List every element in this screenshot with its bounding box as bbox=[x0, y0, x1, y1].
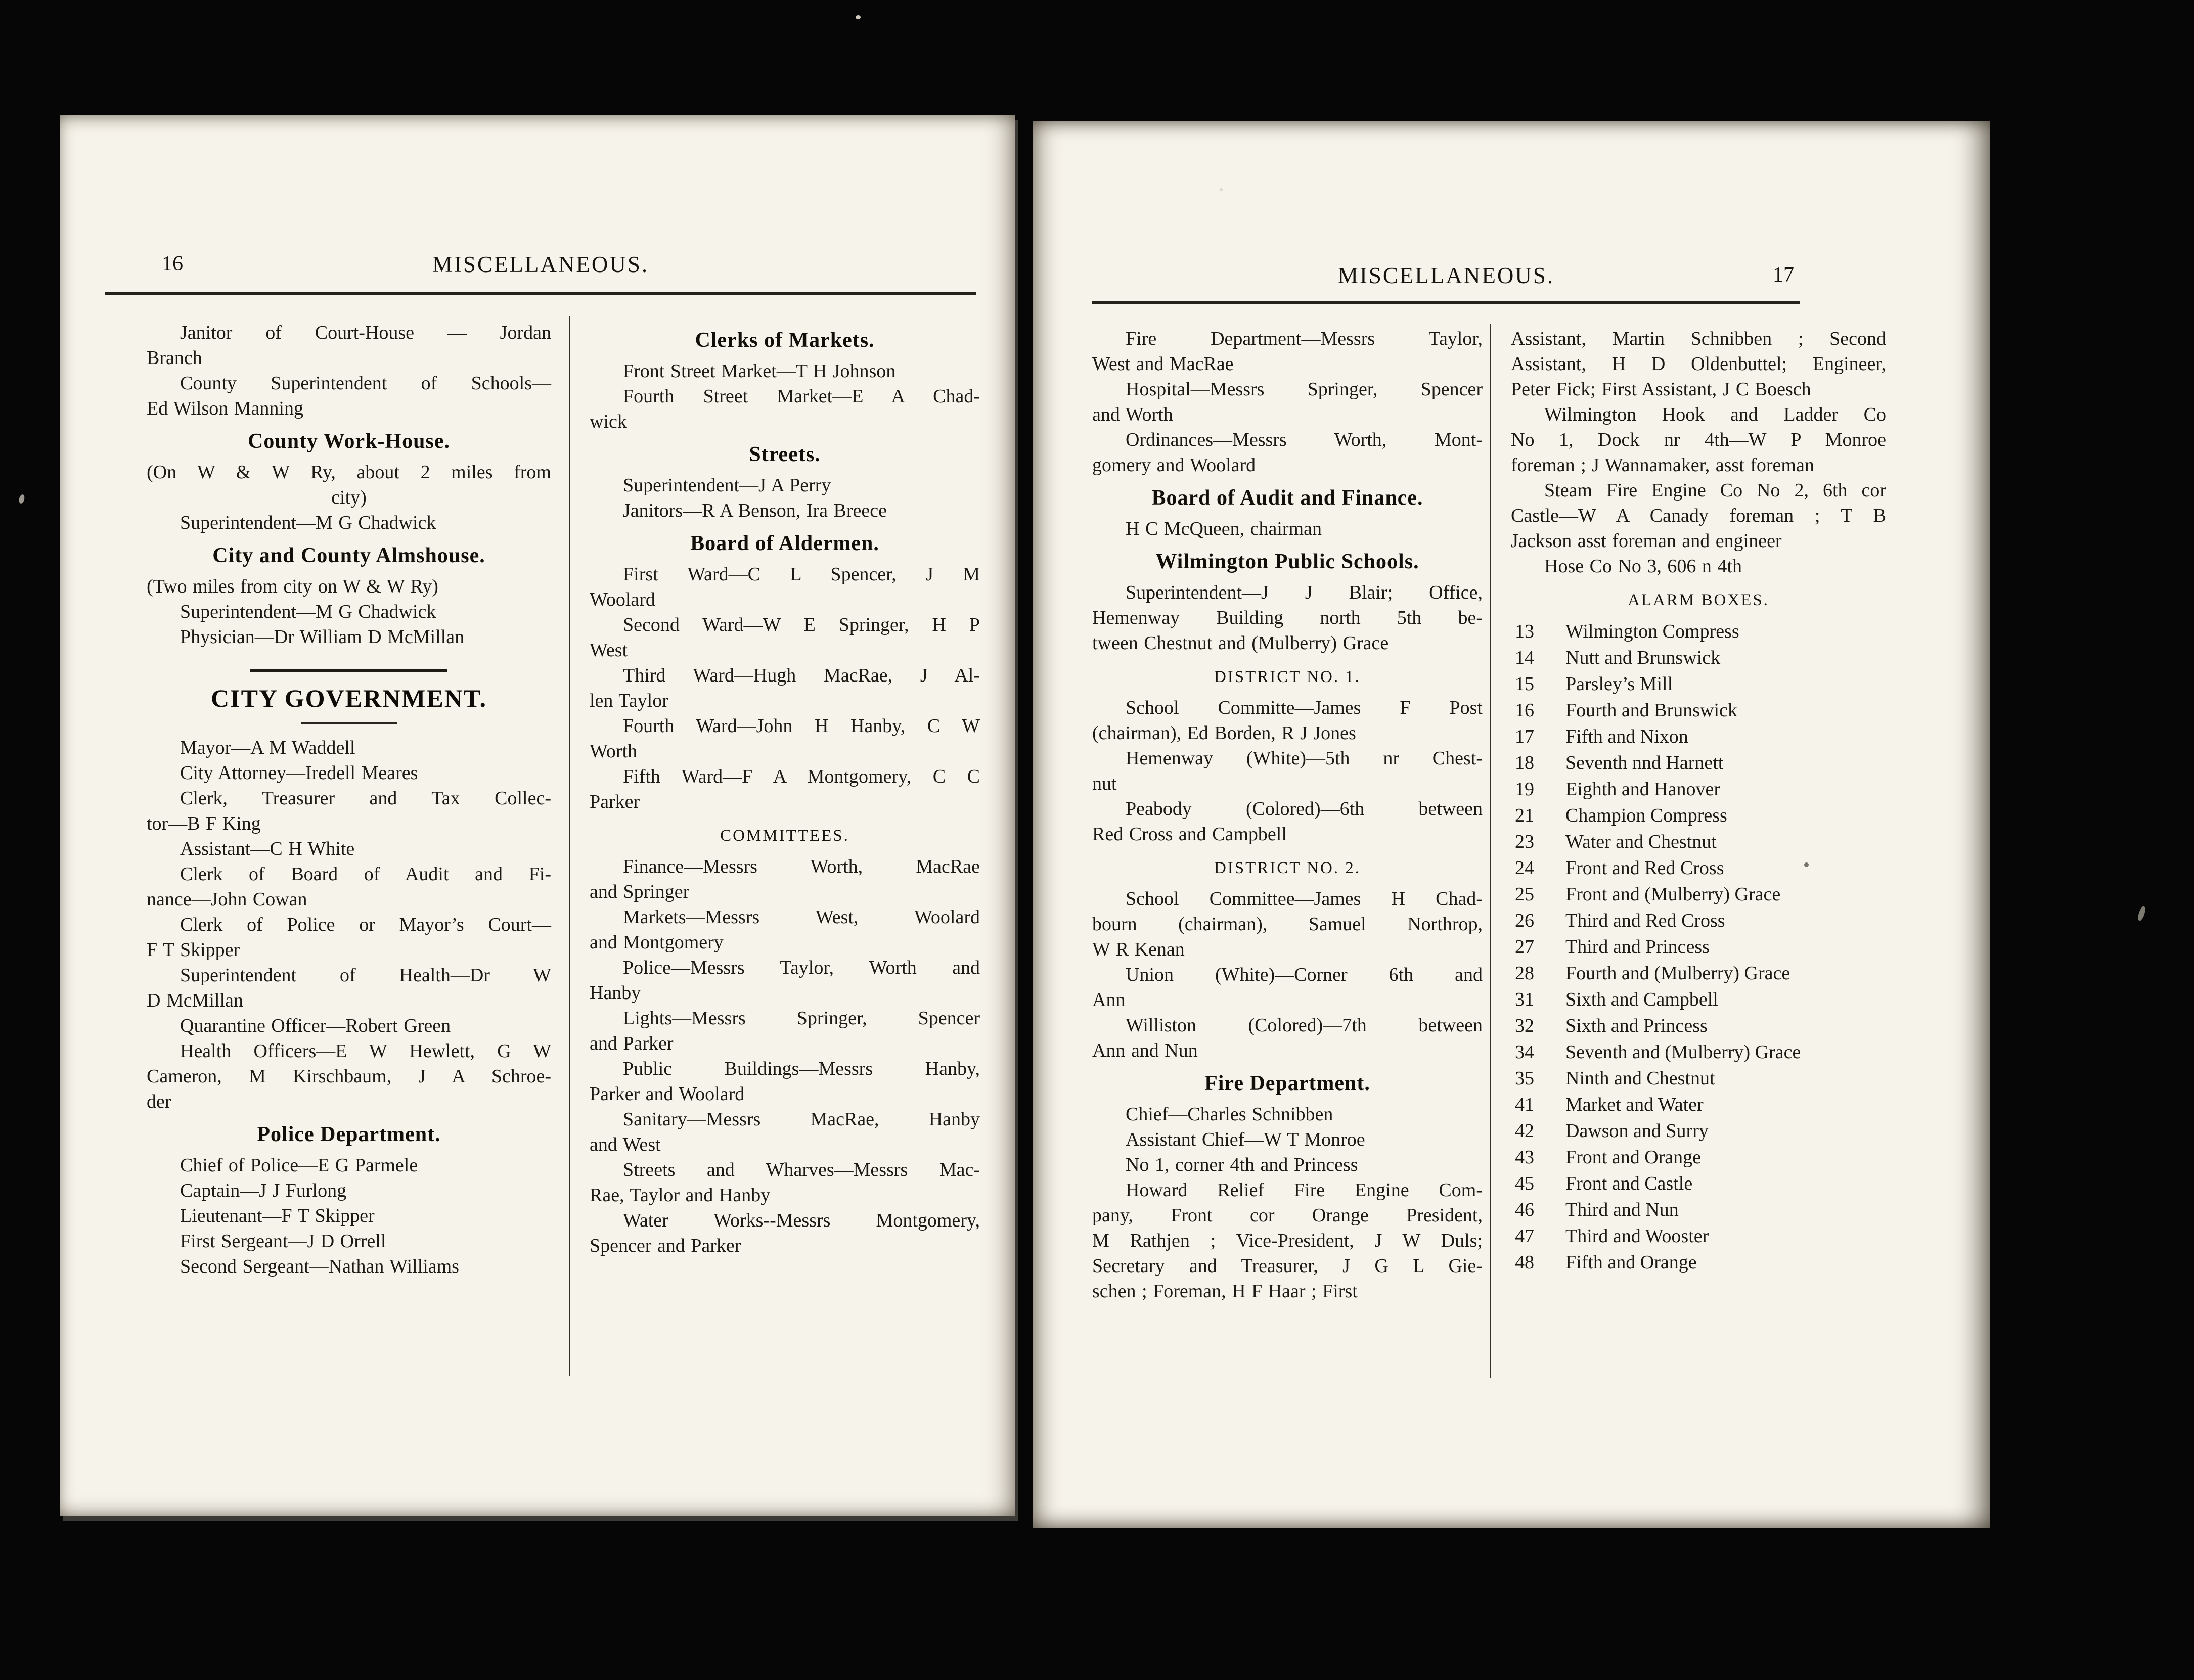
text-line: der bbox=[147, 1091, 171, 1112]
alarm-box-row bbox=[1511, 986, 1886, 1013]
left-page-column-1 bbox=[147, 320, 551, 1279]
paragraph bbox=[590, 904, 980, 955]
paragraph bbox=[1092, 1177, 1483, 1304]
paragraph bbox=[1092, 1152, 1483, 1177]
text-line: Fifth Ward—F A Montgomery, C C bbox=[623, 766, 980, 787]
section-heading: Wilmington Public Schools. bbox=[1155, 550, 1419, 573]
alarm-box-number: 31 bbox=[1515, 989, 1534, 1010]
right-page-column-1 bbox=[1092, 326, 1483, 1304]
text-line: foreman ; J Wannamaker, asst foreman bbox=[1511, 455, 1814, 476]
right-page-column-2 bbox=[1511, 326, 1886, 1276]
text-line: Superintendent—M G Chadwick bbox=[180, 601, 436, 622]
text-line: Second Ward—W E Springer, H P bbox=[623, 614, 980, 635]
paragraph bbox=[590, 1208, 980, 1258]
alarm-box-number: 47 bbox=[1515, 1225, 1534, 1247]
text-line: Assistant, H D Oldenbuttel; Engineer, bbox=[1511, 353, 1886, 375]
text-line: Superintendent—J J Blair; Office, bbox=[1126, 582, 1483, 603]
alarm-box-number: 21 bbox=[1515, 805, 1534, 826]
paragraph bbox=[147, 1254, 551, 1279]
text-line: School Committee—James H Chad- bbox=[1126, 888, 1483, 910]
text-line: Police—Messrs Taylor, Worth and bbox=[623, 957, 980, 978]
text-line: M Rathjen ; Vice-President, J W Duls; bbox=[1092, 1230, 1483, 1251]
text-line: Castle—W A Canady foreman ; T B bbox=[1511, 505, 1886, 526]
paragraph bbox=[147, 1178, 551, 1203]
text-line: Hemenway Building north 5th be- bbox=[1092, 607, 1483, 628]
paragraph bbox=[147, 460, 551, 510]
alarm-box-number: 43 bbox=[1515, 1147, 1534, 1168]
text-line: First Ward—C L Spencer, J M bbox=[623, 564, 980, 585]
alarm-box-number: 24 bbox=[1515, 857, 1534, 879]
text-line: Jackson asst foreman and engineer bbox=[1511, 530, 1782, 552]
text-line: tween Chestnut and (Mulberry) Grace bbox=[1092, 632, 1389, 654]
paragraph bbox=[590, 384, 980, 434]
alarm-box-number: 34 bbox=[1515, 1041, 1534, 1063]
text-line: Markets—Messrs West, Woolard bbox=[623, 906, 980, 928]
text-line: Sanitary—Messrs MacRae, Hanby bbox=[623, 1109, 980, 1130]
text-line: Wilmington Hook and Ladder Co bbox=[1544, 404, 1886, 425]
text-line: Cameron, M Kirschbaum, J A Schroe- bbox=[147, 1066, 551, 1087]
decorative-rule bbox=[250, 669, 447, 672]
paragraph bbox=[590, 1056, 980, 1107]
text-line: Peabody (Colored)—6th between bbox=[1126, 798, 1483, 820]
text-line: Peter Fick; First Assistant, J C Boesch bbox=[1511, 379, 1811, 400]
text-line: Howard Relief Fire Engine Com- bbox=[1126, 1179, 1483, 1201]
paragraph bbox=[147, 1153, 551, 1178]
text-line: No 1, Dock nr 4th—W P Monroe bbox=[1511, 429, 1886, 450]
text-line: Chief of Police—E G Parmele bbox=[180, 1155, 418, 1176]
section-heading: DISTRICT NO. 1. bbox=[1214, 668, 1361, 686]
alarm-box-location: Fifth and Nixon bbox=[1565, 726, 1688, 747]
alarm-box-location: Front and Red Cross bbox=[1565, 857, 1724, 879]
alarm-box-location: Third and Wooster bbox=[1565, 1225, 1709, 1247]
paragraph bbox=[1511, 478, 1886, 554]
paragraph bbox=[590, 854, 980, 904]
paragraph bbox=[147, 574, 551, 599]
paragraph bbox=[147, 786, 551, 836]
paragraph bbox=[1092, 580, 1483, 656]
paragraph bbox=[590, 562, 980, 612]
text-line: Front Street Market—T H Johnson bbox=[623, 360, 896, 382]
text-line: and Worth bbox=[1092, 404, 1173, 425]
alarm-box-location: Champion Compress bbox=[1565, 805, 1727, 826]
alarm-box-row bbox=[1511, 723, 1886, 750]
alarm-box-number: 25 bbox=[1515, 884, 1534, 905]
paragraph bbox=[147, 510, 551, 535]
paragraph bbox=[1511, 402, 1886, 478]
section-heading: COMMITTEES. bbox=[720, 827, 849, 845]
text-line: Assistant—C H White bbox=[180, 838, 355, 859]
paragraph bbox=[147, 861, 551, 912]
paragraph bbox=[590, 473, 980, 498]
alarm-box-row bbox=[1511, 697, 1886, 723]
alarm-box-row bbox=[1511, 1223, 1886, 1249]
paragraph bbox=[147, 1229, 551, 1254]
alarm-box-row bbox=[1511, 671, 1886, 697]
text-line: nance—John Cowan bbox=[147, 889, 307, 910]
text-line: Third Ward—Hugh MacRae, J Al- bbox=[623, 665, 980, 686]
text-line: Fourth Street Market—E A Chad- bbox=[623, 386, 980, 407]
text-line: Clerk of Board of Audit and Fi- bbox=[180, 864, 551, 885]
alarm-box-row bbox=[1511, 960, 1886, 986]
alarm-box-row bbox=[1511, 1118, 1886, 1144]
paragraph bbox=[147, 836, 551, 861]
paragraph bbox=[147, 320, 551, 371]
text-line: Hanby bbox=[590, 982, 641, 1004]
right-header-rule bbox=[1092, 301, 1800, 304]
text-line: Clerk, Treasurer and Tax Collec- bbox=[180, 788, 551, 809]
text-line: H C McQueen, chairman bbox=[1126, 518, 1322, 539]
book-page-right bbox=[1033, 121, 1990, 1528]
left-page-title: MISCELLANEOUS. bbox=[432, 252, 649, 277]
alarm-box-number: 28 bbox=[1515, 963, 1534, 984]
text-line: Janitor of Court-House — Jordan bbox=[180, 322, 551, 343]
alarm-box-location: Seventh and (Mulberry) Grace bbox=[1565, 1041, 1801, 1063]
paragraph bbox=[1092, 962, 1483, 1013]
text-line: bourn (chairman), Samuel Northrop, bbox=[1092, 914, 1483, 935]
alarm-box-number: 19 bbox=[1515, 779, 1534, 800]
text-line: Physician—Dr William D McMillan bbox=[180, 626, 465, 648]
text-line: Lights—Messrs Springer, Spencer bbox=[623, 1008, 980, 1029]
text-line: Janitors—R A Benson, Ira Breece bbox=[623, 500, 887, 521]
right-page-column-divider bbox=[1490, 324, 1491, 1378]
paragraph bbox=[147, 1038, 551, 1114]
alarm-box-number: 14 bbox=[1515, 647, 1534, 668]
alarm-box-location: Seventh nnd Harnett bbox=[1565, 752, 1724, 774]
alarm-box-number: 42 bbox=[1515, 1120, 1534, 1142]
paragraph bbox=[1092, 1102, 1483, 1127]
text-line: city) bbox=[331, 487, 367, 508]
alarm-box-row bbox=[1511, 1170, 1886, 1197]
text-line: Superintendent—J A Perry bbox=[623, 475, 831, 496]
text-line: Superintendent—M G Chadwick bbox=[180, 512, 436, 533]
alarm-box-location: Third and Princess bbox=[1565, 936, 1710, 958]
text-line: Worth bbox=[590, 741, 638, 762]
paragraph bbox=[590, 1107, 980, 1157]
alarm-box-number: 41 bbox=[1515, 1094, 1534, 1115]
text-line: No 1, corner 4th and Princess bbox=[1126, 1154, 1358, 1175]
paragraph bbox=[147, 1013, 551, 1038]
dust-speck bbox=[18, 494, 25, 504]
text-line: D McMillan bbox=[147, 990, 243, 1011]
paragraph bbox=[147, 912, 551, 963]
text-line: Assistant, Martin Schnibben ; Second bbox=[1511, 328, 1886, 349]
alarm-box-number: 32 bbox=[1515, 1015, 1534, 1036]
text-line: pany, Front cor Orange President, bbox=[1092, 1205, 1483, 1226]
paragraph bbox=[590, 1157, 980, 1208]
text-line: Rae, Taylor and Hanby bbox=[590, 1185, 771, 1206]
text-line: Water Works--Messrs Montgomery, bbox=[623, 1210, 980, 1231]
decorative-rule bbox=[301, 722, 397, 724]
text-line: schen ; Foreman, H F Haar ; First bbox=[1092, 1281, 1358, 1302]
text-line: (Two miles from city on W & W Ry) bbox=[147, 576, 438, 597]
paragraph bbox=[590, 1006, 980, 1056]
alarm-box-number: 35 bbox=[1515, 1068, 1534, 1089]
text-line: len Taylor bbox=[590, 690, 668, 711]
text-line: Williston (Colored)—7th between bbox=[1126, 1015, 1483, 1036]
paragraph bbox=[147, 371, 551, 421]
text-line: Parker and Woolard bbox=[590, 1083, 745, 1105]
section-heading: DISTRICT NO. 2. bbox=[1214, 859, 1361, 877]
paragraph bbox=[1092, 746, 1483, 796]
alarm-box-location: Front and Castle bbox=[1565, 1173, 1693, 1194]
text-line: Steam Fire Engine Co No 2, 6th cor bbox=[1544, 480, 1886, 501]
alarm-box-row bbox=[1511, 776, 1886, 802]
alarm-box-row bbox=[1511, 907, 1886, 934]
text-line: County Superintendent of Schools— bbox=[180, 373, 551, 394]
alarm-box-location: Third and Nun bbox=[1565, 1199, 1679, 1220]
alarm-box-number: 18 bbox=[1515, 752, 1534, 774]
paragraph bbox=[590, 713, 980, 764]
text-line: West bbox=[590, 640, 628, 661]
alarm-box-row bbox=[1511, 750, 1886, 776]
left-page-column-2 bbox=[590, 320, 980, 1258]
alarm-box-location: Fourth and Brunswick bbox=[1565, 700, 1737, 721]
paragraph bbox=[1092, 796, 1483, 847]
paragraph bbox=[590, 764, 980, 814]
alarm-box-row bbox=[1511, 1092, 1886, 1118]
alarm-box-location: Front and Orange bbox=[1565, 1147, 1702, 1168]
text-line: (On W & W Ry, about 2 miles from bbox=[147, 462, 551, 483]
paragraph bbox=[147, 963, 551, 1013]
text-line: F T Skipper bbox=[147, 939, 240, 961]
text-line: Red Cross and Campbell bbox=[1092, 824, 1287, 845]
section-heading: County Work-House. bbox=[248, 430, 450, 453]
text-line: Hemenway (White)—5th nr Chest- bbox=[1126, 748, 1483, 769]
text-line: Hose Co No 3, 606 n 4th bbox=[1544, 556, 1742, 577]
alarm-box-location: Third and Red Cross bbox=[1565, 910, 1725, 931]
text-line: Mayor—A M Waddell bbox=[180, 737, 355, 758]
left-header-rule bbox=[105, 292, 976, 295]
text-line: Finance—Messrs Worth, MacRae bbox=[623, 856, 980, 877]
right-page-header bbox=[1092, 261, 1800, 293]
text-line: Fourth Ward—John H Hanby, C W bbox=[623, 715, 980, 737]
section-heading: City and County Almshouse. bbox=[212, 544, 485, 567]
alarm-box-row bbox=[1511, 1039, 1886, 1065]
text-line: Second Sergeant—Nathan Williams bbox=[180, 1256, 459, 1277]
alarm-box-row bbox=[1511, 645, 1886, 671]
right-page-number: 17 bbox=[1773, 263, 1794, 287]
right-column-2-paragraphs bbox=[1511, 326, 1886, 613]
alarm-box-row bbox=[1511, 618, 1886, 645]
text-line: City Attorney—Iredell Meares bbox=[180, 762, 418, 784]
paragraph bbox=[1511, 326, 1886, 402]
alarm-box-number: 16 bbox=[1515, 700, 1534, 721]
alarm-box-location: Dawson and Surry bbox=[1565, 1120, 1709, 1142]
alarm-box-location: Eighth and Hanover bbox=[1565, 779, 1721, 800]
paragraph bbox=[1092, 326, 1483, 377]
text-line: and Springer bbox=[590, 881, 690, 902]
paragraph bbox=[590, 612, 980, 663]
text-line: Ann and Nun bbox=[1092, 1040, 1198, 1061]
right-page-title: MISCELLANEOUS. bbox=[1337, 263, 1555, 288]
alarm-box-location: Market and Water bbox=[1565, 1094, 1704, 1115]
book-page-left bbox=[60, 115, 1015, 1516]
dust-speck bbox=[1220, 188, 1223, 191]
alarm-box-number: 48 bbox=[1515, 1252, 1534, 1273]
alarm-box-number: 15 bbox=[1515, 673, 1534, 695]
left-page-number: 16 bbox=[162, 252, 183, 276]
section-heading: Streets. bbox=[749, 443, 821, 466]
paragraph bbox=[147, 735, 551, 760]
section-heading: CITY GOVERNMENT. bbox=[211, 684, 487, 712]
text-line: and West bbox=[590, 1134, 661, 1155]
text-line: Chief—Charles Schnibben bbox=[1126, 1104, 1333, 1125]
text-line: Quarantine Officer—Robert Green bbox=[180, 1015, 451, 1036]
alarm-box-number: 27 bbox=[1515, 936, 1534, 958]
alarm-box-number: 26 bbox=[1515, 910, 1534, 931]
text-line: Streets and Wharves—Messrs Mac- bbox=[623, 1159, 980, 1180]
alarm-box-location: Front and (Mulberry) Grace bbox=[1565, 884, 1781, 905]
text-line: W R Kenan bbox=[1092, 939, 1185, 960]
section-heading: Board of Audit and Finance. bbox=[1151, 486, 1423, 510]
alarm-box-location: Fourth and (Mulberry) Grace bbox=[1565, 963, 1790, 984]
alarm-box-location: Wilmington Compress bbox=[1565, 621, 1739, 642]
left-page-column-divider bbox=[569, 316, 570, 1376]
paragraph bbox=[1092, 1127, 1483, 1152]
text-line: and Parker bbox=[590, 1033, 674, 1054]
section-heading: Fire Department. bbox=[1204, 1072, 1370, 1095]
alarm-box-location: Sixth and Campbell bbox=[1565, 989, 1718, 1010]
alarm-box-row bbox=[1511, 1013, 1886, 1039]
text-line: wick bbox=[590, 411, 627, 432]
alarm-box-location: Fifth and Orange bbox=[1565, 1252, 1697, 1273]
paragraph bbox=[147, 760, 551, 786]
text-line: Parker bbox=[590, 791, 640, 812]
section-heading: Clerks of Markets. bbox=[695, 329, 875, 352]
paragraph bbox=[1092, 886, 1483, 962]
text-line: Health Officers—E W Hewlett, G W bbox=[180, 1040, 551, 1062]
text-line: Spencer and Parker bbox=[590, 1235, 741, 1256]
alarm-box-row bbox=[1511, 1249, 1886, 1276]
text-line: Ed Wilson Manning bbox=[147, 398, 303, 419]
ink-fleck bbox=[1804, 862, 1809, 867]
paragraph bbox=[147, 624, 551, 650]
text-line: West and MacRae bbox=[1092, 353, 1234, 375]
alarm-box-location: Water and Chestnut bbox=[1565, 831, 1717, 852]
paragraph bbox=[147, 599, 551, 624]
text-line: Branch bbox=[147, 347, 202, 369]
text-line: Superintendent of Health—Dr W bbox=[180, 965, 551, 986]
alarm-box-number: 17 bbox=[1515, 726, 1534, 747]
alarm-box-location: Ninth and Chestnut bbox=[1565, 1068, 1715, 1089]
alarm-box-row bbox=[1511, 934, 1886, 960]
paragraph bbox=[590, 663, 980, 713]
section-heading: Board of Aldermen. bbox=[690, 532, 879, 555]
alarm-box-number: 23 bbox=[1515, 831, 1534, 852]
alarm-box-list bbox=[1511, 618, 1886, 1276]
dust-speck bbox=[856, 15, 861, 19]
text-line: Captain—J J Furlong bbox=[180, 1180, 347, 1201]
text-line: First Sergeant—J D Orrell bbox=[180, 1231, 386, 1252]
alarm-box-row bbox=[1511, 1144, 1886, 1170]
alarm-box-number: 46 bbox=[1515, 1199, 1534, 1220]
section-heading: ALARM BOXES. bbox=[1628, 591, 1769, 609]
text-line: Fire Department—Messrs Taylor, bbox=[1126, 328, 1483, 349]
text-line: Woolard bbox=[590, 589, 655, 610]
text-line: Ordinances—Messrs Worth, Mont- bbox=[1126, 429, 1483, 450]
text-line: Union (White)—Corner 6th and bbox=[1126, 964, 1483, 985]
paragraph bbox=[1092, 427, 1483, 478]
text-line: Assistant Chief—W T Monroe bbox=[1126, 1129, 1365, 1150]
paragraph bbox=[590, 498, 980, 523]
text-line: Hospital—Messrs Springer, Spencer bbox=[1126, 379, 1483, 400]
paragraph bbox=[1092, 695, 1483, 746]
section-heading: Police Department. bbox=[257, 1123, 441, 1146]
paragraph bbox=[1092, 377, 1483, 427]
alarm-box-row bbox=[1511, 1065, 1886, 1092]
paragraph bbox=[1092, 516, 1483, 541]
paragraph bbox=[590, 358, 980, 384]
alarm-box-row bbox=[1511, 1197, 1886, 1223]
alarm-box-row bbox=[1511, 881, 1886, 907]
text-line: and Montgomery bbox=[590, 932, 724, 953]
paragraph bbox=[590, 955, 980, 1006]
alarm-box-location: Sixth and Princess bbox=[1565, 1015, 1708, 1036]
alarm-box-row bbox=[1511, 829, 1886, 855]
left-page-header bbox=[105, 250, 976, 282]
alarm-box-row bbox=[1511, 855, 1886, 881]
text-line: Secretary and Treasurer, J G L Gie- bbox=[1092, 1255, 1483, 1277]
text-line: School Committe—James F Post bbox=[1126, 697, 1483, 718]
text-line: (chairman), Ed Borden, R J Jones bbox=[1092, 722, 1356, 744]
paragraph bbox=[147, 1203, 551, 1229]
alarm-box-number: 13 bbox=[1515, 621, 1534, 642]
alarm-box-location: Parsley’s Mill bbox=[1565, 673, 1673, 695]
text-line: Public Buildings—Messrs Hanby, bbox=[623, 1058, 980, 1079]
alarm-box-number: 45 bbox=[1515, 1173, 1534, 1194]
alarm-box-row bbox=[1511, 802, 1886, 829]
text-line: tor—B F King bbox=[147, 813, 261, 834]
paragraph bbox=[1511, 554, 1886, 579]
text-line: Lieutenant—F T Skipper bbox=[180, 1205, 375, 1227]
paragraph bbox=[1092, 1013, 1483, 1063]
dust-speck bbox=[2137, 905, 2147, 922]
alarm-box-location: Nutt and Brunswick bbox=[1565, 647, 1721, 668]
text-line: nut bbox=[1092, 773, 1117, 794]
text-line: Clerk of Police or Mayor’s Court— bbox=[180, 914, 551, 935]
text-line: gomery and Woolard bbox=[1092, 455, 1256, 476]
text-line: Ann bbox=[1092, 989, 1126, 1011]
